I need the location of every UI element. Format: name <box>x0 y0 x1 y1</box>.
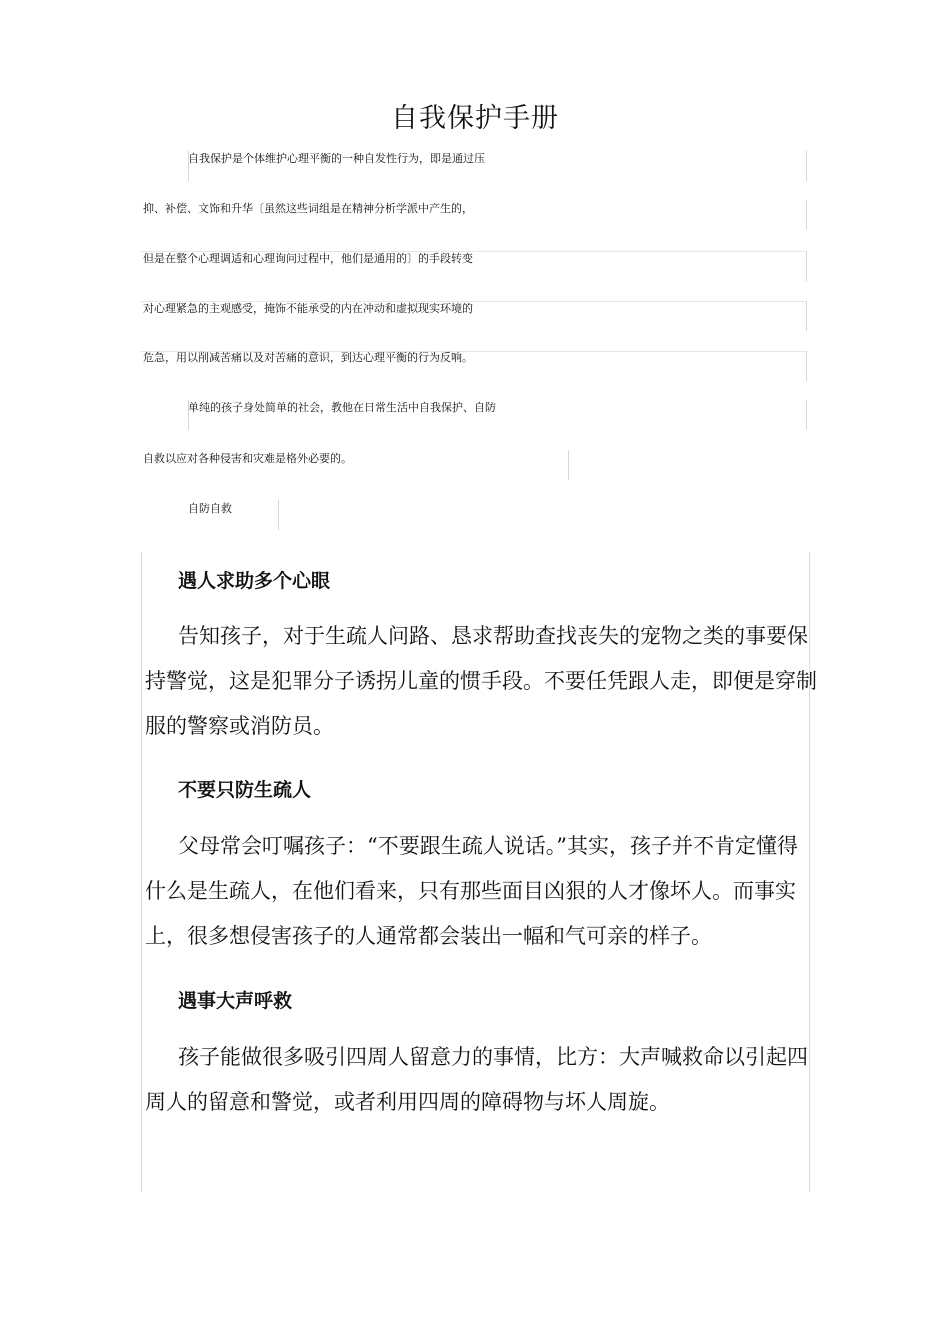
intro-line: 对心理紧急的主观感受，掩饰不能承受的内在冲动和虚拟现实环境的 <box>143 302 473 315</box>
divider <box>806 200 807 230</box>
divider <box>806 301 807 331</box>
section-heading: 遇人求助多个心眼 <box>178 570 331 592</box>
divider <box>806 251 807 281</box>
divider <box>806 400 807 430</box>
intro-line: 危急，用以削减苦痛以及对苦痛的意识，到达心理平衡的行为反响。 <box>143 351 473 364</box>
section-body: 告知孩子，对于生疏人问路、恳求帮助查找丧失的宠物之类的事要保持警觉，这是犯罪分子诱拐儿童的惯手段。不要任凭跟人走，即便是穿制服的警察或消防员。 <box>145 624 817 738</box>
main-content <box>141 552 817 1192</box>
divider <box>806 351 807 381</box>
divider <box>568 450 569 480</box>
section-heading: 不要只防生疏人 <box>178 779 312 801</box>
divider <box>278 500 279 530</box>
intro-line: 自我保护是个体维护心理平衡的一种自发性行为，即是通过压 <box>188 152 485 165</box>
section-label: 自防自救 <box>188 502 232 515</box>
intro-line: 自救以应对各种侵害和灾难是格外必要的。 <box>143 452 352 465</box>
intro-line: 抑、补偿、文饰和升华〔虽然这些词组是在精神分析学派中产生的， <box>143 202 473 215</box>
document-title: 自我保护手册 <box>391 103 559 134</box>
intro-line: 单纯的孩子身处简单的社会，教他在日常生活中自我保护、自防 <box>188 401 496 414</box>
intro-line: 但是在整个心理调适和心理询问过程中，他们是通用的〕的手段转变 <box>143 252 473 265</box>
section-body: 孩子能做很多吸引四周人留意力的事情，比方：大声喊救命以引起四周人的留意和警觉，或者利用四周的障碍物与坏人周旋。 <box>145 1045 808 1114</box>
divider <box>806 151 807 181</box>
section-heading: 遇事大声呼救 <box>178 990 293 1012</box>
section-body: 父母常会叮嘱孩子：“不要跟生疏人说话。”其实，孩子并不肯定懂得什么是生疏人，在他们看来，只有那些面目凶狠的人才像坏人。而事实上，很多想侵害孩子的人通常都会装出一幅和气可亲的样子。 <box>145 834 798 948</box>
